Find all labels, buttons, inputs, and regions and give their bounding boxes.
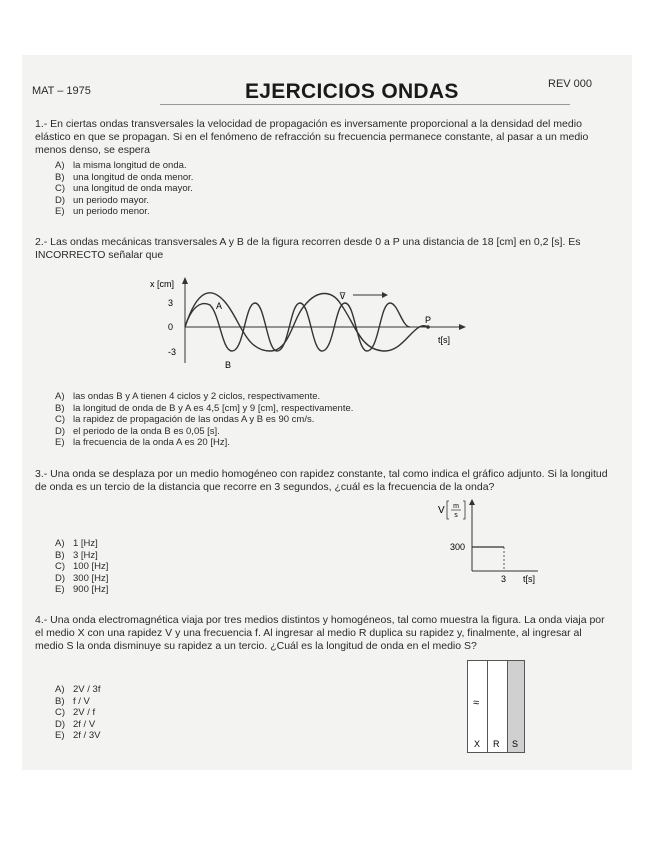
option-1e: E) un periodo menor.	[55, 206, 150, 217]
option-3e: E) 900 [Hz]	[55, 584, 109, 595]
revision-label: REV 000	[548, 78, 593, 90]
option-2a: A) las ondas B y A tienen 4 ciclos y 2 ciclos, respectivamente.	[55, 391, 321, 402]
option-4d: D) 2f / V	[55, 718, 96, 730]
option-4b: B) f / V	[55, 695, 90, 707]
question-1-options	[55, 160, 193, 218]
option-3a: A) 1 [Hz]	[55, 538, 98, 549]
velocity-graph-y-label: V	[438, 505, 445, 516]
question-3-text: 3.- Una onda se desplaza por un medio homogéneo con rapidez constante, tal como indica el gráfico adjunto. Si la longitud de onda es un tercio de la distancia que recorre en 3 segundos, ¿cuál es la frecuencia de la onda?	[35, 468, 608, 493]
unit-s: s	[454, 512, 458, 519]
time-value-label: 3	[501, 574, 507, 584]
wave-b-label: B	[225, 360, 232, 370]
option-2b: B) la longitud de onda de B y A es 4,5 [cm] y 9 [cm], respectivamente.	[55, 402, 354, 414]
velocity-graph	[430, 493, 545, 588]
option-4e: E) 2f / 3V	[55, 730, 101, 741]
velocity-symbol: v̅	[340, 291, 345, 302]
medium-r-label: R	[493, 739, 500, 749]
option-2c: C) la rapidez de propagación de las ondas A y B es 90 cm/s.	[55, 414, 315, 425]
option-4a: A) 2V / 3f	[55, 684, 101, 695]
option-1a: A) la misma longitud de onda.	[55, 160, 187, 171]
medium-s-label: S	[512, 739, 519, 749]
velocity-graph-x-label: t[s]	[523, 574, 536, 584]
question-1-text: 1.- En ciertas ondas transversales la velocidad de propagación es inversamente proporcional a la densidad del medio elástico en que se propagan. Si en el fenómeno de refracción su frecuencia permanece constante, al pasar a un medio menos denso, se espera	[35, 118, 589, 156]
option-4c: C) 2V / f	[55, 707, 96, 718]
option-1c: C) una longitud de onda mayor.	[55, 183, 193, 194]
wave-graph	[140, 275, 475, 375]
header-divider	[160, 104, 570, 105]
point-p	[426, 325, 430, 329]
option-2d: D) el periodo de la onda B es 0,05 [s].	[55, 425, 220, 437]
option-3b: B) 3 [Hz]	[55, 549, 98, 561]
wave-graph-y-label: x [cm]	[150, 279, 174, 289]
point-p-label: P	[425, 315, 432, 325]
tick-neg3: -3	[167, 347, 176, 357]
medium-x-label: X	[474, 739, 481, 749]
tick-3: 3	[167, 298, 173, 308]
option-3d: D) 300 [Hz]	[55, 572, 109, 584]
option-3c: C) 100 [Hz]	[55, 561, 109, 572]
tick-0: 0	[167, 322, 173, 332]
question-2-text: 2.- Las ondas mecánicas transversales A y B de la figura recorren desde 0 a P una distancia de 18 [cm] en 0,2 [s]. Es INCORRECTO señalar que	[35, 236, 581, 261]
velocity-value-label: 300	[450, 542, 466, 552]
option-1b: B) una longitud de onda menor.	[55, 171, 194, 183]
page-title: EJERCICIOS ONDAS	[245, 80, 459, 103]
question-3-options	[55, 538, 108, 596]
unit-m: m	[453, 503, 459, 510]
wave-a-label: A	[216, 301, 223, 311]
question-4-options	[55, 684, 100, 742]
wave-symbol: ≈	[473, 697, 480, 709]
question-2-options	[55, 391, 353, 449]
course-code: MAT – 1975	[32, 85, 91, 97]
media-figure	[467, 660, 527, 755]
wave-graph-x-label: t[s]	[438, 335, 451, 345]
question-4-text: 4.- Una onda electromagnética viaja por tres medios distintos y homogéneos, tal como muestra la figura. La onda viaja por el medio X con una rapidez V y una frecuencia f. Al ingresar al medio R duplica su rapidez y, finalmente, al ingresar al medio S la onda disminuye su rapidez a un tercio. ¿Cuál es la longitud de onda en el medio S?	[35, 614, 605, 652]
option-1d: D) un periodo mayor.	[55, 194, 150, 206]
option-2e: E) la frecuencia de la onda A es 20 [Hz].	[55, 437, 230, 448]
